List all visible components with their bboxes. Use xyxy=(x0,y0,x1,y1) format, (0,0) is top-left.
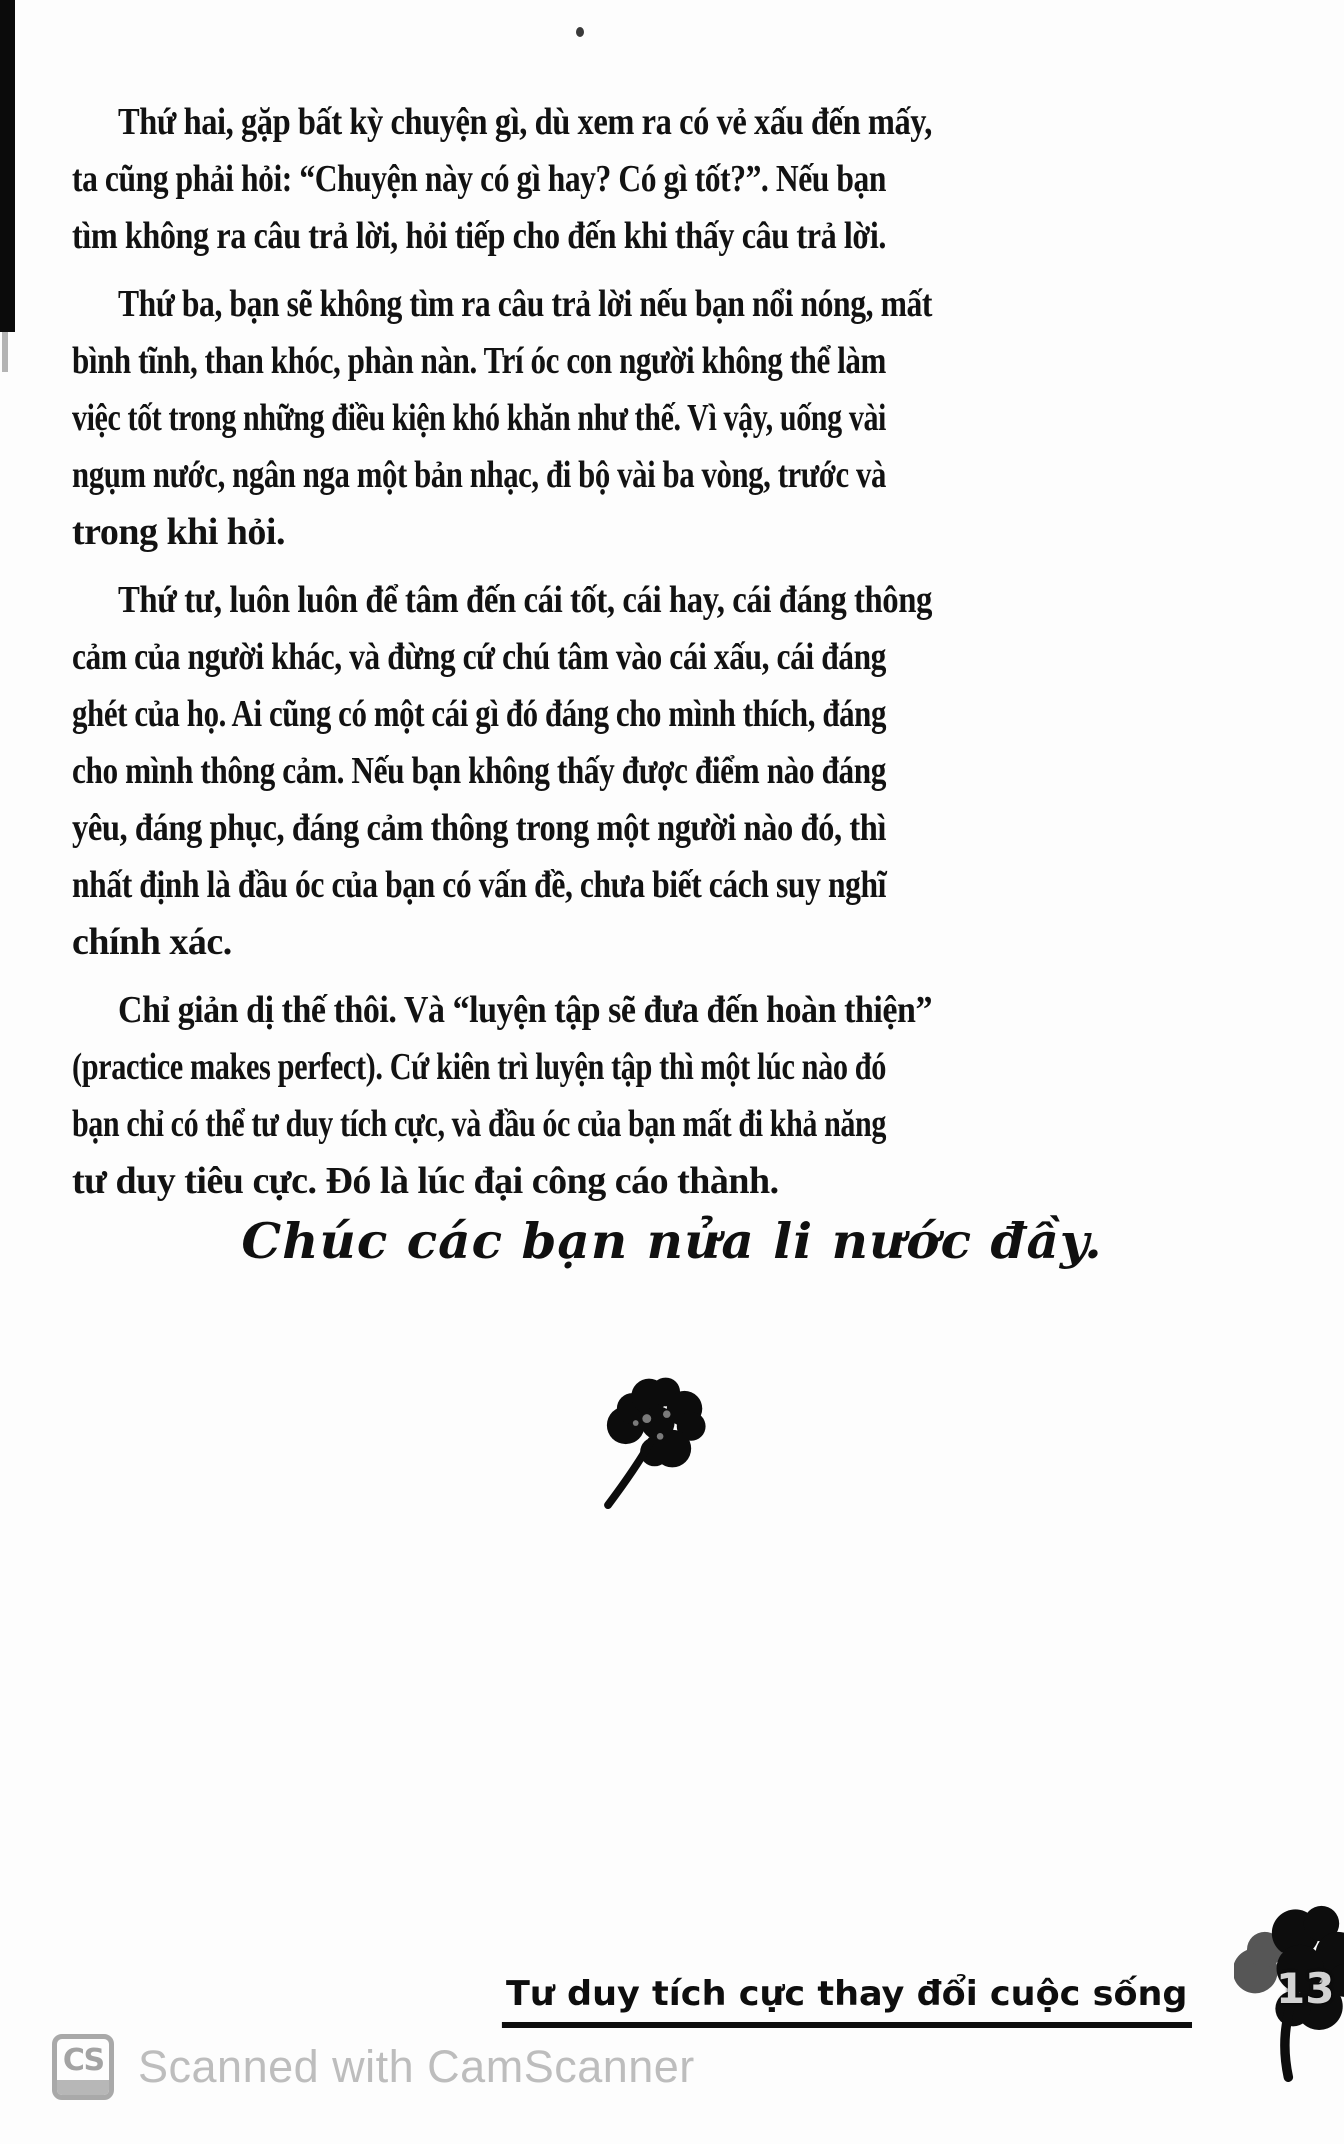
text-line-content: bạn chỉ có thể tư duy tích cực, và đầu óc của bạn mất đi khả năng xyxy=(72,1103,886,1145)
text-line-content: Thứ hai, gặp bất kỳ chuyện gì, dù xem ra có vẻ xấu đến mấy, xyxy=(118,101,932,143)
text-line-content: trong khi hỏi. xyxy=(72,511,285,553)
text-line xyxy=(72,1096,886,1153)
closing-wish: Chúc các bạn nửa li nước đầy. xyxy=(241,1212,1103,1270)
page-number: 13 xyxy=(1276,1964,1335,2013)
text-line-content: Thứ ba, bạn sẽ không tìm ra câu trả lời nếu bạn nổi nóng, mất xyxy=(118,283,932,325)
text-line-content: tư duy tiêu cực. Đó là lúc đại công cáo thành. xyxy=(72,1160,779,1202)
text-line-content: ngụm nước, ngân nga một bản nhạc, đi bộ vài ba vòng, trước và xyxy=(72,454,886,496)
text-line xyxy=(72,504,886,561)
paragraph-thu-ba xyxy=(72,276,932,561)
text-line xyxy=(72,1153,886,1210)
text-line xyxy=(72,800,886,857)
text-line xyxy=(72,914,886,971)
scan-speck xyxy=(576,27,584,37)
footer-book-title: Tư duy tích cực thay đổi cuộc sống xyxy=(502,1974,1192,2028)
paragraph-chi-gian-di xyxy=(72,982,932,1210)
text-line-content: Thứ tư, luôn luôn để tâm đến cái tốt, cái hay, cái đáng thông xyxy=(118,579,932,621)
text-line xyxy=(72,94,932,151)
body-text xyxy=(72,94,932,1221)
text-line-content: nhất định là đầu óc của bạn có vấn đề, chưa biết cách suy nghĩ xyxy=(72,864,886,906)
text-line-content: ghét của họ. Ai cũng có một cái gì đó đáng cho mình thích, đáng xyxy=(72,693,886,735)
text-line xyxy=(72,390,886,447)
scan-edge-artifact-faint xyxy=(2,332,8,372)
text-line xyxy=(72,333,886,390)
text-line-content: tìm không ra câu trả lời, hỏi tiếp cho đến khi thấy câu trả lời. xyxy=(72,215,886,257)
cs-logo-letters: CS xyxy=(62,2042,104,2078)
clover-ornament-icon xyxy=(598,1372,720,1514)
footer-clover-emblem xyxy=(1234,1902,1344,2087)
text-line xyxy=(72,1039,886,1096)
text-line xyxy=(72,629,886,686)
camscanner-watermark xyxy=(52,2032,695,2102)
paragraph-thu-hai xyxy=(72,94,932,265)
paragraph-thu-tu xyxy=(72,572,932,971)
scan-edge-artifact xyxy=(0,0,15,332)
text-line xyxy=(72,982,932,1039)
text-line-content: cảm của người khác, và đừng cứ chú tâm vào cái xấu, cái đáng xyxy=(72,636,886,678)
text-line-content: chính xác. xyxy=(72,921,232,963)
text-line-content: (practice makes perfect). Cứ kiên trì luyện tập thì một lúc nào đó xyxy=(72,1046,886,1088)
cs-logo-scanner-bed xyxy=(57,2080,109,2095)
text-line xyxy=(72,743,886,800)
text-line xyxy=(72,208,886,265)
text-line-content: bình tĩnh, than khóc, phàn nàn. Trí óc con người không thể làm xyxy=(72,340,886,382)
text-line xyxy=(72,151,886,208)
text-line xyxy=(72,572,932,629)
text-line-content: cho mình thông cảm. Nếu bạn không thấy được điểm nào đáng xyxy=(72,750,886,792)
cs-logo-icon xyxy=(52,2034,114,2100)
text-line xyxy=(72,276,932,333)
text-line-content: Chỉ giản dị thế thôi. Và “luyện tập sẽ đưa đến hoàn thiện” xyxy=(118,989,932,1031)
text-line-content: yêu, đáng phục, đáng cảm thông trong một người nào đó, thì xyxy=(72,807,886,849)
text-line xyxy=(72,686,886,743)
watermark-text: Scanned with CamScanner xyxy=(138,2041,695,2092)
text-line-content: ta cũng phải hỏi: “Chuyện này có gì hay? Có gì tốt?”. Nếu bạn xyxy=(72,158,886,200)
text-line-content: việc tốt trong những điều kiện khó khăn như thế. Vì vậy, uống vài xyxy=(72,397,886,439)
text-line xyxy=(72,447,886,504)
text-line xyxy=(72,857,886,914)
